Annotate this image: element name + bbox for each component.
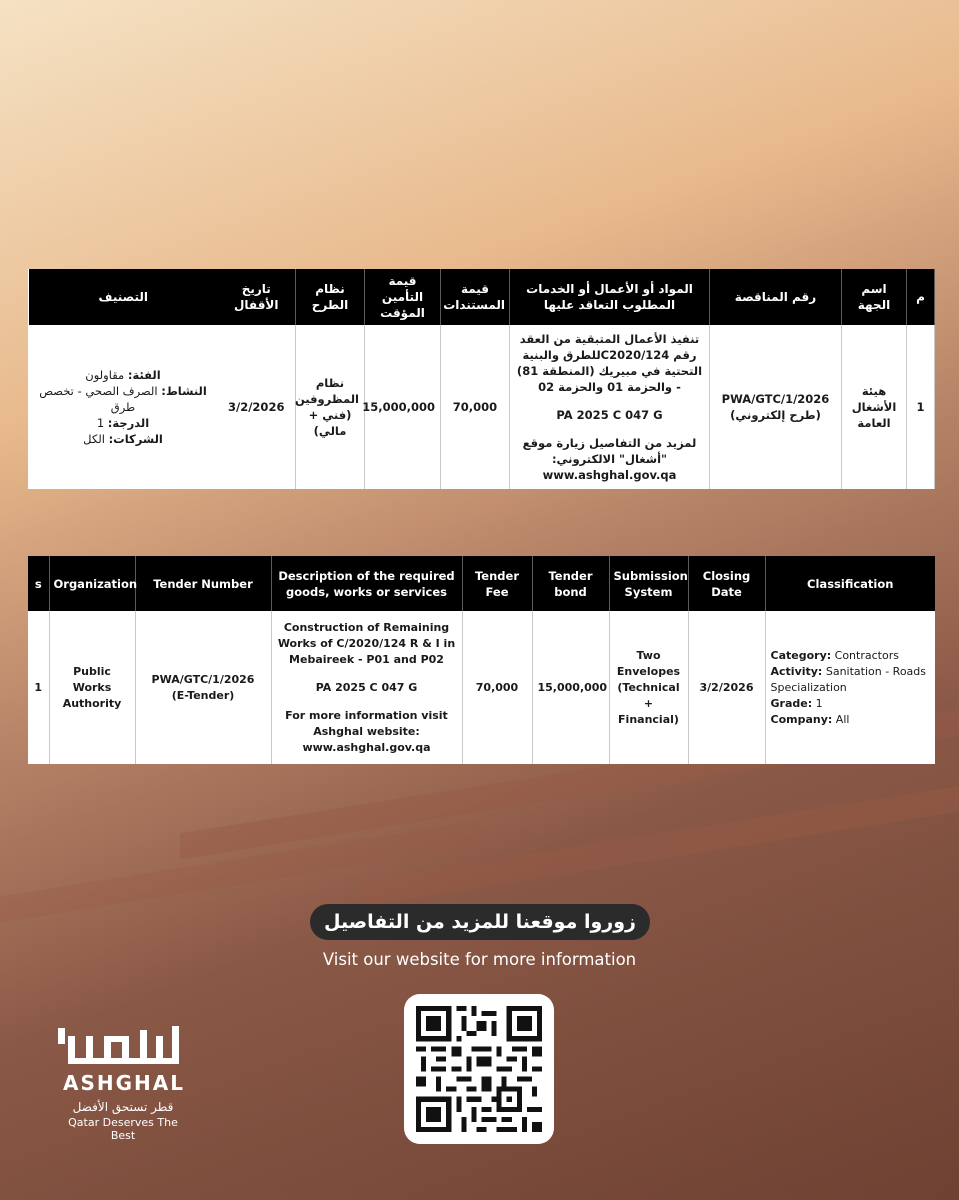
- closing-date-cell: 3/2/2026: [688, 611, 765, 764]
- logo-wordmark: ASHGHAL: [63, 1071, 185, 1095]
- english-tender-table: [28, 556, 935, 764]
- more-info-text: For more information visit Ashghal website:: [285, 708, 448, 738]
- closing-date-cell: 3/2/2026: [218, 325, 296, 489]
- tender-number-cell: [710, 325, 842, 489]
- tender-number: PWA/GTC/1/2026: [721, 392, 830, 406]
- tender-fee-cell: 70,000: [462, 611, 532, 764]
- classification-value: 1: [815, 696, 823, 710]
- header-cell: Classification: [765, 556, 935, 611]
- header-cell: قيمة المستندات: [441, 269, 510, 325]
- qr-code[interactable]: [404, 994, 554, 1144]
- classification-value: Sanitation - Roads Specialization: [770, 664, 927, 694]
- reference-code: PA 2025 C 047 G: [315, 680, 418, 694]
- header-cell: تاريخ الأقفال: [218, 269, 296, 325]
- qr-code-icon: [416, 1006, 542, 1132]
- logo-tagline-arabic: قطر تستحق الأفضل: [72, 1100, 174, 1114]
- header-cell: م: [907, 269, 935, 325]
- header-cell: Closing Date: [688, 556, 765, 611]
- description-text: تنفيذ الأعمال المتبقية من العقد رقم C2020/124للطرق والبنية التحتية في مبيريك (المنطقة 81) - والحزمة 01 والحزمة 02: [516, 332, 703, 394]
- header-cell: اسم الجهة: [842, 269, 907, 325]
- classification-label: Grade:: [770, 696, 813, 710]
- header-cell: التصنيف: [29, 269, 218, 325]
- website-link[interactable]: www.ashghal.gov.qa: [542, 468, 677, 482]
- logo-tagline-english: Qatar Deserves The Best: [68, 1116, 178, 1142]
- description-cell: [271, 611, 462, 764]
- tender-fee-cell: 70,000: [441, 325, 510, 489]
- header-cell: Tender bond: [532, 556, 609, 611]
- tender-number-cell: [135, 611, 271, 764]
- ashghal-logo: [56, 1024, 192, 1096]
- classification-value: Contractors: [834, 648, 899, 662]
- classification-value: مقاولون: [85, 368, 125, 382]
- classification-value: All: [835, 712, 850, 726]
- header-cell: Description of the required goods, works or services: [271, 556, 462, 611]
- header-cell: s: [28, 556, 49, 611]
- classification-cell: [765, 611, 935, 764]
- tender-bond-cell: 15,000,000: [365, 325, 441, 489]
- header-cell: قيمة التأمين المؤقت: [365, 269, 441, 325]
- classification-label: Category:: [770, 648, 832, 662]
- classification-label: النشاط:: [161, 384, 207, 398]
- classification-value: الكل: [83, 432, 105, 446]
- header-cell: Tender Fee: [462, 556, 532, 611]
- submission-system-cell: Two Envelopes (Technical + Financial): [609, 611, 688, 764]
- classification-cell: [29, 325, 218, 489]
- header-cell: Organization: [49, 556, 135, 611]
- header-cell: نظام الطرح: [296, 269, 365, 325]
- row-number: 1: [28, 611, 49, 764]
- submission-system-cell: نظام المظروفين (فني + مالي): [296, 325, 365, 489]
- table-row: [28, 611, 935, 764]
- reference-code: PA 2025 C 047 G: [556, 408, 663, 422]
- classification-label: Company:: [770, 712, 833, 726]
- classification-label: Activity:: [770, 664, 823, 678]
- tender-number: PWA/GTC/1/2026: [151, 672, 255, 686]
- visit-website-pill: زوروا موقعنا للمزيد من التفاصيل: [310, 904, 650, 940]
- header-cell: Submission System: [609, 556, 688, 611]
- table-header-row: [28, 556, 935, 611]
- website-link[interactable]: www.ashghal.gov.qa: [302, 740, 431, 754]
- description-text: Construction of Remaining Works of C/2020/124 R & I in Mebaireek - P01 and P02: [277, 620, 456, 666]
- more-info-text: لمزيد من التفاصيل زيارة موقع "أشغال" الالكتروني:: [522, 436, 697, 466]
- organization-cell: هيئة الأشغال العامة: [842, 325, 907, 489]
- visit-website-text: Visit our website for more information: [322, 950, 637, 969]
- row-number: 1: [907, 325, 935, 489]
- organization-cell: Public Works Authority: [49, 611, 135, 764]
- header-cell: Tender Number: [135, 556, 271, 611]
- classification-value: 1: [96, 416, 105, 430]
- classification-label: الفئة:: [127, 368, 161, 382]
- header-cell: رقم المناقصة: [710, 269, 842, 325]
- tender-type: (E-Tender): [171, 688, 235, 702]
- classification-label: الدرجة:: [107, 416, 150, 430]
- table-row: [29, 325, 935, 489]
- tender-type: (طرح إلكتروني): [730, 408, 821, 422]
- classification-value: الصرف الصحي - تخصص طرق: [39, 384, 158, 414]
- classification-label: الشركات:: [108, 432, 163, 446]
- tender-bond-cell: 15,000,000: [532, 611, 609, 764]
- description-cell: [510, 325, 710, 489]
- arabic-tender-table: [28, 269, 935, 489]
- header-cell: المواد أو الأعمال أو الخدمات المطلوب التعاقد عليها: [510, 269, 710, 325]
- table-header-row: [29, 269, 935, 325]
